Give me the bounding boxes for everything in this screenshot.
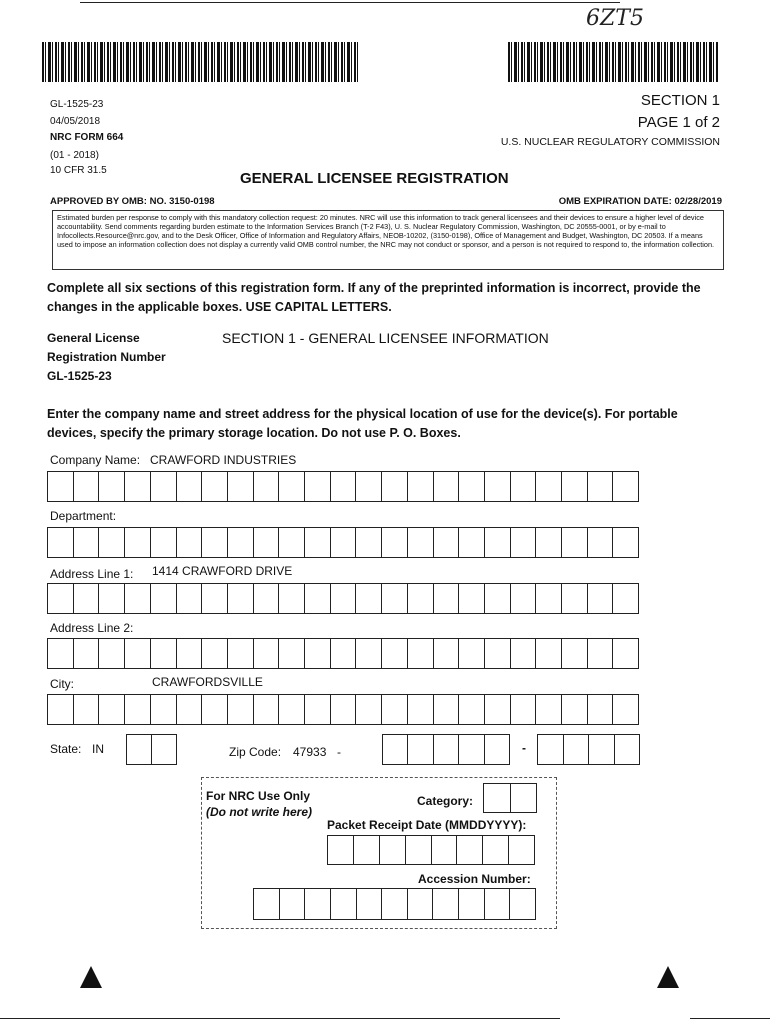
state-value: IN bbox=[92, 742, 104, 756]
state-boxes[interactable] bbox=[126, 734, 177, 765]
category-boxes bbox=[483, 783, 537, 813]
nrc-use-subtitle: (Do not write here) bbox=[206, 805, 313, 819]
address-line2-boxes[interactable] bbox=[47, 638, 639, 669]
top-rule bbox=[80, 2, 620, 3]
zip-label: Zip Code: bbox=[229, 745, 282, 759]
accession-number-boxes bbox=[253, 888, 536, 920]
form-title: GENERAL LICENSEE REGISTRATION bbox=[240, 170, 509, 187]
zip-dash: - bbox=[522, 741, 526, 755]
company-name-label: Company Name: bbox=[50, 453, 141, 467]
state-label: State: bbox=[50, 742, 82, 756]
header-cfr: 10 CFR 31.5 bbox=[50, 165, 107, 176]
city-label: City: bbox=[50, 677, 74, 691]
bottom-rule-right bbox=[690, 1018, 770, 1019]
city-value: CRAWFORDSVILLE bbox=[152, 675, 263, 689]
city-boxes[interactable] bbox=[47, 694, 639, 725]
omb-approved: APPROVED BY OMB: NO. 3150-0198 bbox=[50, 196, 215, 207]
barcode-left bbox=[42, 42, 358, 82]
page-label: PAGE 1 of 2 bbox=[637, 114, 720, 131]
instructions-main: Complete all six sections of this registration form. If any of the preprinted information is incorrect, provide the changes in the applicable boxes. USE CAPITAL LETTERS. bbox=[47, 281, 701, 314]
address-line1-boxes[interactable] bbox=[47, 583, 639, 614]
zip-value: 47933 bbox=[293, 745, 327, 759]
company-name-boxes[interactable] bbox=[47, 471, 639, 502]
header-form-number: NRC FORM 664 bbox=[50, 132, 124, 143]
nrc-use-title: For NRC Use Only bbox=[206, 789, 311, 803]
agency-name: U.S. NUCLEAR REGULATORY COMMISSION bbox=[500, 136, 720, 148]
zip-dash-preprinted: - bbox=[337, 745, 341, 759]
burden-notice: Estimated burden per response to comply with this mandatory collection request: 20 minutes. NRC will use this information to track general licensees and their devices to ensure a higher level of device accountability. Send comments regarding burden estimate to the Information Services Branch (T-2 F43), U. S. Nuclear Regulatory Commission, Washington, DC 20555-0001, or by e-mail to Infocollects.Resource@nrc.gov, and to the Desk Officer, Office of Information and Regulatory Affairs, NEOB-10202, (3150-0198), Office of Management and Budget, Washington, DC 20503. If a means used to impose an information collection does not display a currently valid OMB control number, the NRC may not conduct or sponsor, and a person is not required to respond to, the information collection. bbox=[52, 210, 724, 270]
header-form-revision: (01 - 2018) bbox=[50, 150, 99, 161]
category-label: Category: bbox=[417, 794, 474, 808]
registration-label-line2: Registration Number bbox=[47, 350, 166, 364]
section-heading: SECTION 1 - GENERAL LICENSEE INFORMATION bbox=[222, 330, 549, 346]
registration-label-line1: General License bbox=[47, 331, 140, 345]
section-label: SECTION 1 bbox=[640, 92, 720, 109]
barcode-right bbox=[508, 42, 718, 82]
packet-receipt-date-boxes bbox=[327, 835, 535, 865]
address-line2-label: Address Line 2: bbox=[50, 621, 134, 635]
zip-extension-boxes[interactable] bbox=[537, 734, 640, 765]
bottom-rule bbox=[0, 1018, 560, 1019]
department-boxes[interactable] bbox=[47, 527, 639, 558]
handwritten-note: 6ZT5 bbox=[586, 6, 644, 31]
zip-code-boxes[interactable] bbox=[382, 734, 510, 765]
instructions-address: Enter the company name and street address for the physical location of use for the device(s). For portable devices, specify the primary storage location. Do not use P. O. Boxes. bbox=[47, 407, 678, 440]
omb-expiration: OMB EXPIRATION DATE: 02/28/2019 bbox=[558, 196, 722, 207]
registration-number: GL-1525-23 bbox=[47, 369, 112, 383]
packet-receipt-date-label: Packet Receipt Date (MMDDYYYY): bbox=[327, 818, 527, 832]
accession-number-label: Accession Number: bbox=[418, 872, 531, 886]
header-gl-id: GL-1525-23 bbox=[50, 99, 104, 110]
address-line1-label: Address Line 1: bbox=[50, 567, 134, 581]
address-line1-value: 1414 CRAWFORD DRIVE bbox=[152, 564, 293, 578]
company-name-value: CRAWFORD INDUSTRIES bbox=[150, 453, 297, 467]
department-label: Department: bbox=[50, 509, 117, 523]
alignment-triangle-left bbox=[80, 966, 102, 988]
alignment-triangle-right bbox=[657, 966, 679, 988]
header-date: 04/05/2018 bbox=[50, 116, 101, 127]
